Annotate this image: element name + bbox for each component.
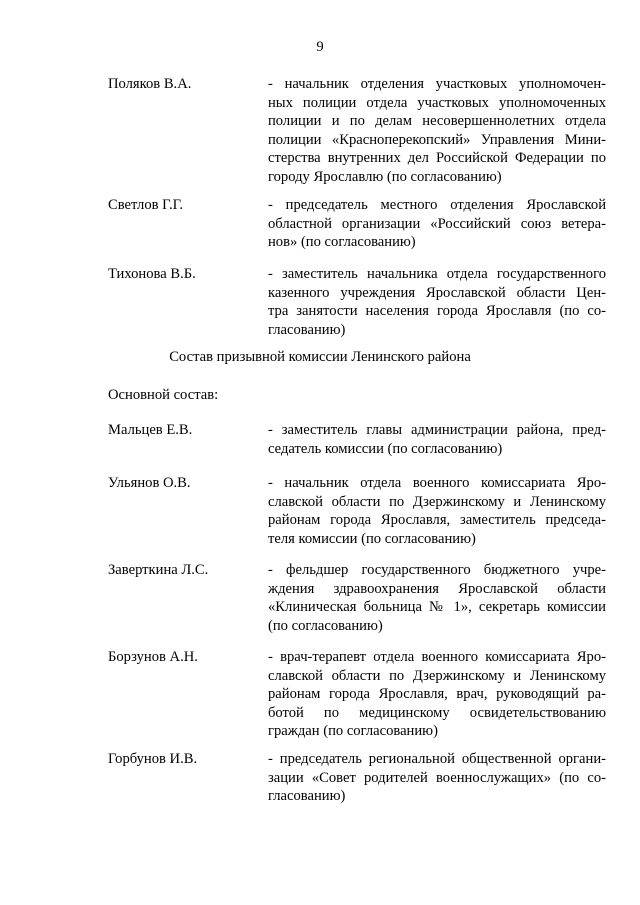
role-line: гласованию): [268, 788, 346, 805]
member-role: [268, 421, 606, 458]
member-role: [268, 265, 606, 339]
page-number: 9: [316, 39, 324, 55]
member-name: Ульянов О.В.: [108, 475, 191, 491]
member-role: [268, 75, 606, 187]
member-name: Горбунов И.В.: [108, 751, 198, 767]
role-line: «Клиническая больница № 1», секретарь комиссии: [268, 599, 606, 616]
role-line: - председатель местного отделения Ярославской: [268, 197, 606, 213]
member-name: Мальцев Е.В.: [108, 422, 193, 438]
role-line: ных полиции отдела участковых уполномоченных: [268, 94, 606, 111]
role-line: тра занятости населения города Ярославля (по со-: [268, 303, 606, 320]
role-line: полиции и по делам несовершеннолетних отдела: [268, 113, 606, 130]
role-line: граждан (по согласованию): [268, 723, 438, 740]
role-line: славской области по Дзержинскому и Ленинскому: [268, 493, 606, 510]
member-name: Тихонова В.Б.: [108, 266, 196, 282]
role-line: нов» (по согласованию): [268, 234, 416, 251]
role-line: - председатель региональной общественной органи-: [268, 751, 606, 767]
role-line: - врач-терапевт отдела военного комиссариата Яро-: [268, 649, 606, 665]
role-line: теля комиссии (по согласованию): [268, 530, 476, 547]
role-line: седатель комиссии (по согласованию): [268, 440, 503, 457]
role-line: районам города Ярославля, врач, руководящий ра-: [268, 686, 606, 703]
member-role: [268, 561, 606, 635]
role-line: зации «Совет родителей военнослужащих» (по со-: [268, 769, 606, 786]
role-line: казенного учреждения Ярославской области Цен-: [268, 284, 606, 301]
section-title: Состав призывной комиссии Ленинского района: [169, 349, 471, 365]
role-line: стерства внутренних дел Российской Федерации по: [268, 150, 606, 167]
subsection-title: Основной состав:: [108, 387, 219, 403]
member-role: [268, 750, 606, 806]
member-name: Борзунов А.Н.: [108, 649, 198, 665]
role-line: гласованию): [268, 321, 346, 338]
role-line: - начальник отделения участковых уполномочен-: [268, 76, 606, 92]
role-line: - фельдшер государственного бюджетного учре-: [268, 562, 606, 578]
member-role: [268, 474, 606, 548]
role-line: ждения здравоохранения Ярославской области: [268, 580, 606, 597]
member-name: Заверткина Л.С.: [108, 562, 209, 578]
role-line: областной организации «Российский союз ветера-: [268, 215, 606, 232]
role-line: районам города Ярославля, заместитель председа-: [268, 512, 606, 529]
role-line: полиции «Красноперекопский» Управления Мини-: [268, 131, 606, 148]
role-line: - начальник отдела военного комиссариата Яро-: [268, 475, 606, 491]
role-line: - заместитель главы администрации района, пред-: [268, 422, 606, 438]
member-name: Светлов Г.Г.: [108, 197, 184, 213]
member-role: [268, 648, 606, 741]
role-line: ботой по медицинскому освидетельствованию: [268, 704, 606, 721]
role-line: славской области по Дзержинскому и Ленинскому: [268, 667, 606, 684]
member-role: [268, 196, 606, 252]
role-line: (по согласованию): [268, 617, 383, 634]
member-name: Поляков В.А.: [108, 76, 192, 92]
role-line: городу Ярославлю (по согласованию): [268, 168, 502, 185]
role-line: - заместитель начальника отдела государственного: [268, 266, 606, 282]
